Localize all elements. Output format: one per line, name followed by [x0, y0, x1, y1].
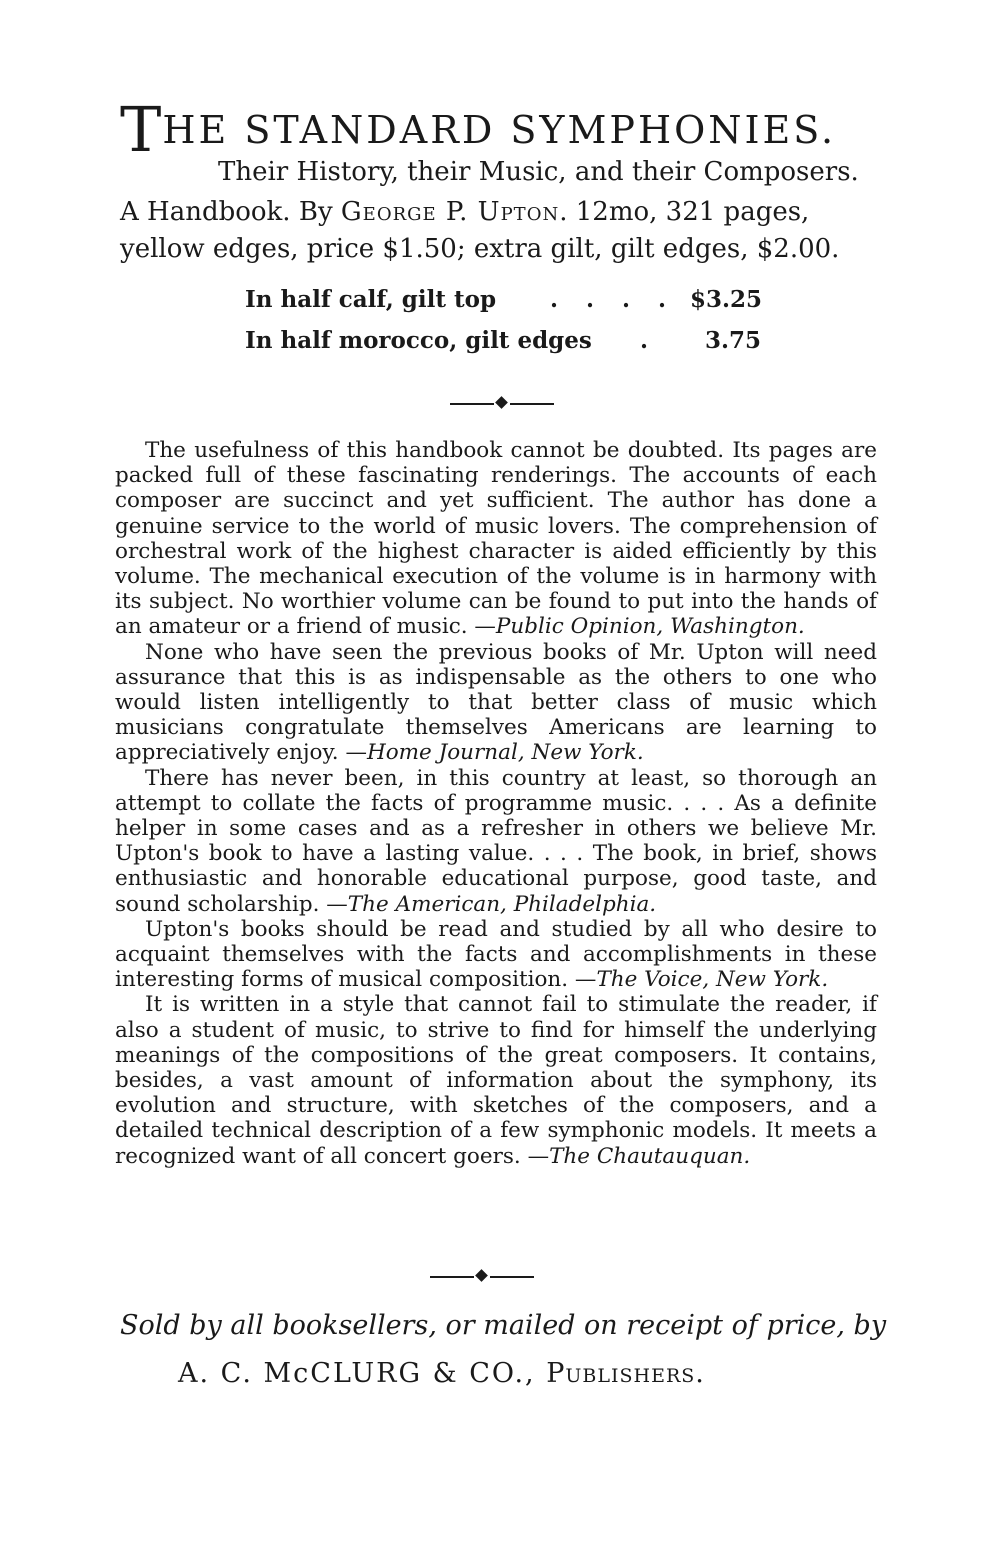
- review-source: The American, Philadelphia.: [347, 891, 657, 917]
- sold-by-note: Sold by all booksellers, or mailed on receipt of price, by: [120, 1310, 887, 1341]
- author-name: George P. Upton: [340, 197, 560, 227]
- title-rest: HE STANDARD SYMPHONIES.: [162, 108, 837, 152]
- publisher-role: Publishers.: [546, 1358, 705, 1389]
- review-quotes: [115, 438, 877, 1169]
- review-source: Home Journal, New York.: [366, 740, 644, 766]
- price-row-half-calf: [245, 283, 765, 317]
- review-source: Public Opinion, Washington.: [495, 614, 805, 640]
- review-source: The Chautauquan.: [549, 1143, 751, 1169]
- price-label: In half calf, gilt top: [245, 286, 497, 313]
- price-amount: 3.75: [705, 327, 762, 354]
- review-paragraph: It is written in a style that cannot fail to stimulate the reader, if also a student of music, to strive to find for himself the underlying meanings of the compositions of the great composers. It contains, besides, a vast amount of information about the symphony, its evolution and structure, with sketches of the composers, and a detailed technical description of a few symphonic models. It meets a recognized want of all concert goers. —The Chautauquan.: [115, 992, 877, 1169]
- ornament-divider: [450, 397, 554, 411]
- review-paragraph: None who have seen the previous books of Mr. Upton will need assurance that this is as indispensable as the others to one who would listen intelligently to that better class of music which musicians congratulate themselves Americans are learning to appreciatively enjoy. —Home Journal, New York.: [115, 639, 877, 766]
- publisher-name: A. C. McCLURG & CO.,: [178, 1358, 547, 1389]
- price-amount: $3.25: [690, 286, 763, 313]
- review-paragraph: Upton's books should be read and studied by all who desire to acquaint themselves with the facts and accomplishments in these interesting forms of musical composition. —The Voice, New York.: [115, 916, 877, 993]
- ornament-divider: [430, 1270, 534, 1284]
- handbook-label: A Handbook. By: [120, 197, 341, 227]
- review-paragraph: The usefulness of this handbook cannot be doubted. Its pages are packed full of these fascinating renderings. The accounts of each composer are succinct and yet sufficient. The author has done a genuine service to the world of music lovers. The comprehension of orchestral work of the highest character is aided efficiently by this volume. The mechanical execution of the volume is in harmony with its subject. No worthier volume can be found to put into the hands of an amateur or a friend of music. —Public Opinion, Washington.: [115, 438, 877, 640]
- book-details-line: [120, 195, 910, 229]
- price-leader-dots: . . . .: [550, 286, 677, 313]
- price-label: In half morocco, gilt edges: [245, 327, 592, 354]
- book-title: [120, 93, 880, 166]
- price-leader-dots: .: [640, 327, 659, 354]
- price-row-half-morocco: [245, 324, 765, 358]
- publisher-imprint: [178, 1355, 878, 1393]
- price-details-line: yellow edges, price $1.50; extra gilt, gilt edges, $2.00.: [120, 234, 840, 264]
- format-pages: . 12mo, 321 pages,: [559, 197, 810, 227]
- book-subtitle: Their History, their Music, and their Composers.: [218, 157, 859, 187]
- title-drop-cap: T: [120, 93, 165, 166]
- review-paragraph: There has never been, in this country at least, so thorough an attempt to collate the facts of programme music. . . . As a definite helper in some cases and as a refresher in others we believe Mr. Upton's book to have a lasting value. . . . The book, in brief, shows enthusiastic and honorable educational purpose, good taste, and sound scholarship. —The American, Philadelphia.: [115, 765, 877, 917]
- review-source: The Voice, New York.: [596, 967, 829, 993]
